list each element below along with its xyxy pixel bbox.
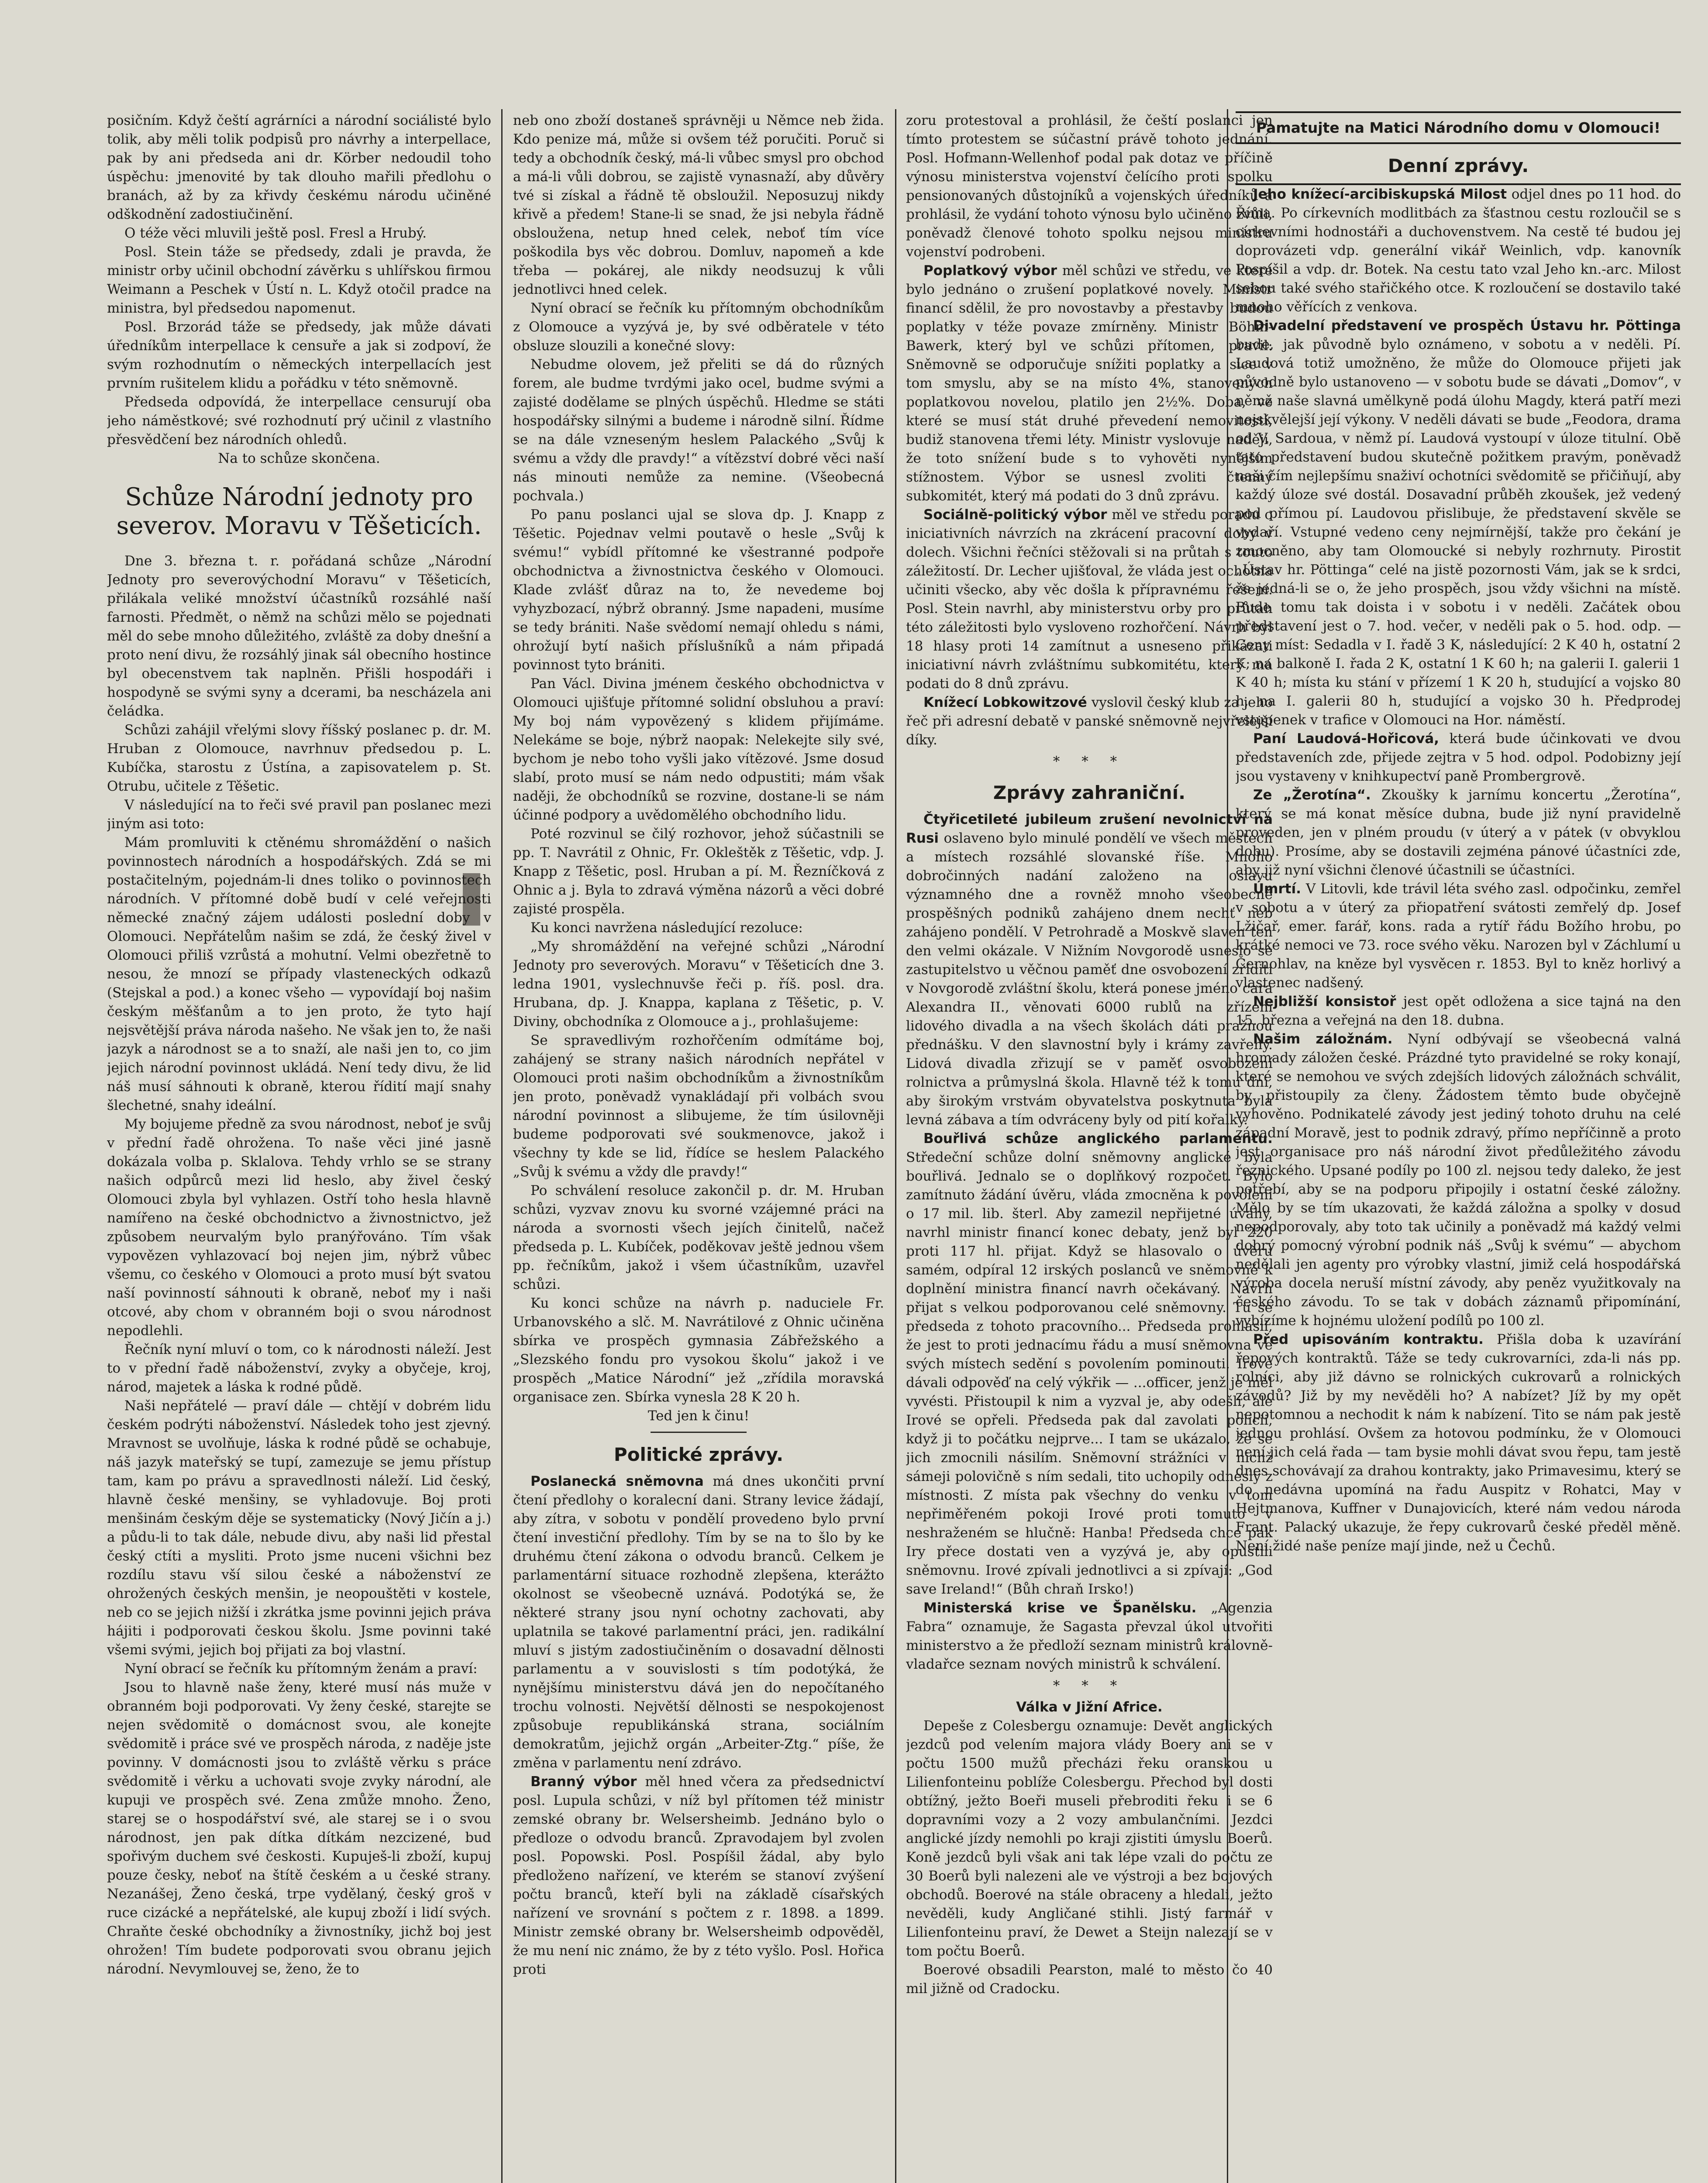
news-item-text: měl ve středu poradu o iniciativních návrzích na zkrácení pracovní doby v dolech. Všichni řečníci stěžovali si na průtah s touto záležitostí. Dr. Lecher ujišťoval, že vláda jest ochotna učiniti všecko, aby věc došla k přípravnému řešení. Posl. Stein navrhl, aby ministerstvu orby pro průtah této záležitosti bylo vysloveno rozhořčení. Návrh byl 18 hlasy proti 14 zamítnut a usneseno přikázati iniciativní návrh zvláštnímu subkomitétu, který má podati do 8 dnů zprávu. <box>906 507 1273 692</box>
article-paragraph: Po panu poslanci ujal se slova dp. J. Knapp z Těšetic. Pojednav velmi poutavě o hesle „Svůj k svému!“ vybídl přítomné ke všestranné podpoře obchodnictva a živnostnictva českého v Olomouci. Klade zvlášť důraz na to, že nevedeme boj vyhyzbozací, nýbrž obranný. Jsme napadeni, musíme se tedy brániti. Naše svědomí nemají ohledu s námi, ohrožují bytí našich příslušníků a nám připadá povinnost tyto brániti. <box>513 507 884 673</box>
news-item-text: Přišla doba k uzavírání řepových kontraktů. Táže se tedy cukrovarníci, zda-li nás pp. rolníci, aby již dávno se rolnických cukrovarů a rolnických závodů? Již by my nevěděli ho? A nabízet? Jíž by my opět nepotomnou a nechodit k nám k nabízení. Tito se nám pak jestě jednou prohlásí. Ovšem za hotovou podmínku, že v Olomouci není jich celá řada — tam bysie mohli dávat svou řepu, tam jestě dnes schovávají za drahou kontrakty, jako Primavesimu, který se do nedávna upomíná na řadu Auspitz v Rohatci, May v Hejtmanova, Kuffner v Dunajovicích, které nám vedou národa Frant. Palacký ukazuje, že řepy cukrovarů české předěl měně. Není židé naše peníze mají jinde, než u Čechů. <box>1236 1332 1681 1554</box>
article-paragraph: Nebudme olovem, jež přeliti se dá do různých forem, ale budme tvrdými jako ocel, budme svými a zajisté dodělame se plných úspěchů. Hledme se státi hospodářsky silnými a budeme i národně silní. Řídme se na dále vzneseným heslem Palackého „Svůj k svému a vždy dle pravdy!“ a vítězství dobré věci naší nás minouti nemůže za nemine. (Všeobecná pochvala.) <box>513 357 884 504</box>
news-item-heading: Ze „Žerotína“. <box>1253 787 1371 803</box>
news-item-heading: Poplatkový výbor <box>923 263 1057 279</box>
news-item-heading: Nejbližší konsistoř <box>1253 994 1396 1009</box>
news-item-text: jest opět odložena a sice tajná na den 15. března a veřejná na den 18. dubna. <box>1236 994 1681 1028</box>
news-item-heading: Branný výbor <box>530 1774 637 1790</box>
section-heading: Denní zprávy. <box>1388 155 1529 176</box>
article-paragraph: Předseda odpovídá, že interpellace censurují oba jeho náměstkové; své rozhodnutí prý učinil z vlastního přesvědčení bez národních ohledů. <box>107 394 491 448</box>
column-divider <box>895 109 896 2183</box>
article-headline: Schůze Národní jednoty pro severov. Moravu v Těšeticích. <box>116 483 482 540</box>
news-item-text: která bude účinkovati ve dvou představeních zde, přijede zejtra v 5 hod. odpol. Podobizny její jsou vystaveny v knihkupectví paně Prombergrově. <box>1236 731 1681 784</box>
article-paragraph: Poté rozvinul se čilý rozhovor, jehož súčastnili se pp. T. Navrátil z Ohnic, Fr. Okleštěk z Těšetic, vdp. J. Knapp z Těšetic, posl. Hruban a pí. M. Řezníčková z Ohnic a j. Byla to zdravá výměna názorů a věci dobré zajisté prospěla. <box>513 826 884 917</box>
article-paragraph: Naši nepřátelé — praví dále — chtějí v dobrém lidu českém podrýti náboženství. Následek toho jest zjevný. Mravnost se uvolňuje, láska k rodné půdě se ochabuje, náš jazyk mateřský se tupí, zamezuje se jemu přístup tam, kam po právu a spravedlnosti náleží. Lid český, hlavně české menšiny, se vyhladovuje. Boj proti menšinám českým děje se systematicky (Nový Jičín a j.) a půdu-li to tak dále, nebude divu, aby naši lid přestal český ctíti a mysliti. Proto jsme nuceni všichni bez rozdílu stavu vší silou české a náboženství ze ohrožených českých menšin, je neopouštěti v kostele, neb co se jejich nižší i zkrátka jsme povinni jejich práva hájiti i podporovati českou školu. Jsme povinni také všemi svými, jejich boj přijati za boj vlastní. <box>107 1398 491 1658</box>
news-item <box>1236 730 1681 786</box>
article-paragraph: Mám promluviti k ctěnému shromáždění o našich povinnostech národních a hospodářských. Zdá se mi postačitelným, pojednám-li dnes toliko o povinnostech národních. V přítomné době budí v celé veřejnosti německé značný zájem události poslední doby v Olomouci. Nepřátelům našim se zdá, že český živel v Olomouci přiliš vzrůstá a mohutní. Velmi obezřetně to nesou, že mnozí se případy vlasteneckých odkazů (Stejskal a pod.) a konec všeho — vypovídají boj našim českým měšťanům a to jen proto, že tyto hají nejsvětější práva národa našeho. Ne však jen to, že naši jazyk a národnost se a to snaží, ale naši jen to, co jim jejich národní povinnost ukládá. Není tedy divu, že lid náš musí sáhnouti k obraně, kterou řídití mají snahy šlechetné, snahy ideální. <box>107 835 491 1113</box>
matice-notice-box <box>1236 111 1681 144</box>
news-item-text: bude, jak původně bylo oznámeno, v sobotu a v neděli. Pí. Laudová totiž umožněno, že může do Olomouce přijeti jak původně bylo ustanoveno — v sobotu bude se dávati „Domov“, v němž naše slavná umělkyně podá úlohu Magdy, která patří mezi nejskvělejší její výkony. V neděli dávati se bude „Feodora, drama od V. Sardoua, v němž pí. Laudová vystoupí v úloze titulní. Obě tato představení budou skutečně požitkem pravým, poněvadž naši čím nejlepšímu snaživí ochotníci svědomitě se přičiňují, aby každý úloze své dostál. Dosavadní průběh zkoušek, jež vedený pod přímou pí. Laudovou přislibuje, že představení skvěle se vydaří. Vstupné vedeno ceny nejmírnější, takže pro čekání je zmocněno, aby tam Olomoucké si nebyly rozhrnuty. Pirostit „Ústav hr. Pöttinga“ celé na jistě pozornosti Vám, jak se k srdci, že jedná-li se o, že jeho prospěch, jsou vždy všichni na místě. Bude tomu tak doista i v sobotu i v neděli. Začátek obou představení jest o 7. hod. večer, v neděli pak o 5. hod. odp. — Ceny míst: Sedadla v I. řadě 3 K, následující: 2 K 40 h, ostatní 2 K; na balkoně I. řada 2 K, ostatní 1 K 60 h; na galerii I. galerii 1 K 40 h; místa ku stání v přízemí 1 K 20 h, studující a vojsko 80 h, na I. galerii 80 h, studující a vojsko 30 h. Předprodej vstupenek v trafice v Olomouci na Hor. náměstí. <box>1236 337 1681 728</box>
article-paragraph: Ku konci schůze na návrh p. naduciele Fr. Urbanovského a slč. M. Navrátilové z Ohnic učiněna sbírka ve prospěch gymnasia Zábřežského a „Slezského fondu pro vysokou školu“ jakož i ve prospěch „Matice Národní“ jež „zřídila moravská organisace zen. Sbírka vynesla 28 K 20 h. <box>513 1295 884 1405</box>
news-item-heading: Čtyřicetileté jubileum zrušení nevolnictví na Rusi <box>906 812 1273 846</box>
news-item-heading: Našim záložnám. <box>1253 1031 1393 1047</box>
article-paragraph: Posl. Brzorád táže se předsedy, jak může dávati úředníkům interpellace k censuře a jak si zodpoví, že svým rozhodnutím o německých interpellacích jest prvním rušitelem klidu a pořádku v této sněmovně. <box>107 319 491 391</box>
news-item <box>906 693 1273 750</box>
news-item-text: Zkoušky k jarnímu koncertu „Žerotína“, který se má konat měsíce dubna, bude již nyní pravidelně proveden, jen v plném proudu (v úterý a v pátek (v obvyklou dobu). Prosíme, aby se dostavili zejména pánové účastníci zde, aby již nyní všichni členové účastnili se účastníci. <box>1236 787 1681 878</box>
section-divider <box>651 1432 747 1433</box>
article-paragraph: My bojujeme předně za svou národnost, neboť je svůj v přední řadě ohrožena. To naše věci jiné jasně dokázala volba p. Sklalova. Tehdy vrhlo se se strany našich odpůrců mezi lid heslo, aby živel český Olomouci zbyla byl vyhlazen. Ostří toho hesla hlavně namířeno na české obchodnictvo a živnostnictvo, jež způsobem neurvalým bylo pranýřováno. Tím však vypovězen vyhlazovací boj nejen jim, nýbrž vůbec všemu, co českého v Olomouci a proto musí být svatou naší povinností sáhnouti k obraně, neboť my i naši otcové, aby chom v obranném boji o svou národnost nepodlehli. <box>107 1116 491 1339</box>
news-item-text: Středeční schůze dolní sněmovny anglické byla bouřlivá. Jednalo se o doplňkový rozpočet. Bylo zamítnuto žádání úvěru, vláda zmocněna k povolení o 17 mil. lib. šterl. Aby zamezil nepřijetné úvahy, navrhl ministr financí konec debaty, jenž byl 220 proti 117 hl. přijat. Když se hlasovalo o úvěru samém, odpíral 12 irských poslanců ve sněmovně k doplnění ministra financí navrh očekávaný. Navrh přijat s velkou podporovanou celé sněmovny. Tu se předseda z tohoto pracovního... Předseda prohlásil, že jest to proti jednacímu řádu a musí sněmovna ve svých místech sedění s povolením pominouti. Irové dávali odpověď na celý výkřik — ...officer, jenž je měl vyvésti. Přistoupil k nim a vyzval je, aby odešli, ale Irové se opřeli. Předseda pak dal zavolati policii, když ji to počátku nejprve... I tam se ukázalo, že se jich zmocnili násilím. Sněmovní strážníci v nichž sámeji polovičně s ním sedali, tito uchopily odnesly z místnosti. Z místa pak všechny do venku v tom nepřiměřeném pokoji Irové proti tomuto v neshraženém se hlučně: Hanba! Předseda chce pak Iry přece dostati ven a vyzývá je, aby opustili sněmovnu. Irové zpívali jednotlivci a si zpívají: „God save Ireland!“ (Bůh chraň Irsko!) <box>906 1150 1273 1597</box>
column-divider <box>501 109 503 2183</box>
news-item <box>1236 880 1681 992</box>
news-item <box>906 1599 1273 1674</box>
article-paragraph: Nyní obrací se řečník ku přítomným obchodníkům z Olomouce a vyzývá je, by své odběratele v této obsluze slouzili a konečné slovy: <box>513 300 884 354</box>
news-item-text: oslaveno bylo minulé pondělí ve všech městech a místech rozsáhlé slovanské říše. Mnoho dobročinných nadání založeno na oslavu významného dne a rovněž mnoho všeobecně prospěšných podniků zahájeno dnem nechť neb zahájeno pondělí. V Petrohradě a Moskvě slaven ten den velmi okázale. V Nižním Novgorodě usneslo se zastupitelstvo u věčnou paměť dne osvobození zříditi v Novgorodě zvláštní školu, která ponese jméno cara Alexandra II., věnovati 6000 rublů na zřízení lidového divadla a na všech školách dáti pražnou přednášku. V den slavnostní byly i krámy zavřeny. Lidová divadla zřizují se v paměť osvobození rolnictva a průmyslná škola. Hlavně též k tomu dni, aby širokým vrstvám obyvatelstva poskytnuta byla levná zábava a tím odvráceny byly od pití kořalky. <box>906 830 1273 1128</box>
column-4 <box>1236 111 1681 2183</box>
resolution-paragraph: Se spravedlivým rozhořčením odmítáme boj, zahájený se strany našich národních nepřátel v Olomouci proti našim obchodníkům a živnostníkům jen proto, poněvadž vynakládají při volbách svou národní povinnost a slibujeme, že tím úsilovněji budeme podporovati své soukmenovce, jakož i všechny ty kde se lid, řídíce se heslem Palackého „Svůj k svému a vždy dle pravdy!“ <box>513 1033 884 1180</box>
news-item-heading: Před upisováním kontraktu. <box>1253 1332 1484 1347</box>
article-end-note: Na to schůze skončena. <box>218 451 380 466</box>
article-paragraph: Schůzi zahájil vřelými slovy říšský poslanec p. dr. M. Hruban z Olomouce, navrhnuv předsedou p. L. Kubíčka, starostu z Ústína, a zapisovatelem p. St. Otrubu, učitele z Těšetic. <box>107 722 491 794</box>
news-item <box>1236 992 1681 1030</box>
news-item-text: odjel dnes po 11 hod. do Říma. Po církevních modlitbách za šťastnou cestu rozloučil se s církevními hodnostáři a duchovenstvem. Na cestě té budou jej doprovázeti vdp. generální vikář Weinlich, vdp. kanovník Pospíšil a vdp. dr. Botek. Na cestu tato vzal Jeho kn.-arc. Milost sebou také svého stařičkého otce. K rozloučení se dostavilo také mnoho věřících z venkova. <box>1236 186 1681 315</box>
news-item <box>1236 786 1681 880</box>
news-item <box>513 1773 884 1979</box>
article-paragraph: Pan Václ. Divina jménem českého obchodnictva v Olomouci ujišťuje přítomné solidní obsluhou a praví: My boj nám vypovězený s klidem přijímáme. Nelekáme se boje, nýbrž naopak: Nelekejte sily své, bychom je nebo toho vyšli jako vítězové. Jsme dosud slabí, proto musí se nám nedo odpustiti; mám však naději, že obchodníků se rozvine, dostane-li se nám účinné podpory a uvědomělého obchodního lidu. <box>513 676 884 823</box>
asterism: * * * <box>1053 1678 1126 1694</box>
column-2 <box>513 111 884 2183</box>
article-paragraph: posičním. Když čeští agrárníci a národní sociálisté bylo tolik, aby měli tolik podpisů pro návrhy a interpellace, pak by ani předseda ani dr. Körber nedoudil toho úspěchu: jmenovité by tak dlouho mařili předlohu o branách, až by za křivdy českému národu učiněné odškodnění zadostiučinění. <box>107 113 491 222</box>
news-item-heading: Sociálně-politický výbor <box>923 507 1107 523</box>
article-paragraph: zoru protestoval a prohlásil, že čeští poslanci jen tímto protestem se súčastní právě tohoto jednání. Posl. Hofmann-Wellenhof podal pak dotaz ve příčině výnosu ministerstva vojenství čelícího proti spolku pensionovaných důstojníků a vojenských úředníků a prohlásil, že vydání tohoto výnosu bylo učiněno zvůli, poněvadž členové tohoto spolku nejsou ministru vojenství podrobeni. <box>906 113 1273 260</box>
article-paragraph: neb ono zboží dostaneš správněji u Němce neb žida. Kdo penize má, může si ovšem též poručiti. Poruč si tedy a obchodník český, má-li vůbec smysl pro obchod a má-li vůli dobrou, se zajistě vynasnaží, aby důvěry tvé si získal a řádně tě obsloužil. Neposuzuj nikdy křivě a předem! Stane-li se snad, že jsi nebyla řádně obsloužena, netup hned celek, neboť tím více poškodila bys věc dobrou. Domluv, napomeň a kde třeba — pokárej, ale nikdy neodsuzuj k vůli jednotlivci hned celek. <box>513 113 884 297</box>
news-item-heading: Divadelní představení ve prospěch Ústavu hr. Pöttinga <box>1253 318 1681 334</box>
article-paragraph: V následující na to řeči své pravil pan poslanec mezi jiným asi toto: <box>107 797 491 832</box>
news-item <box>1236 1330 1681 1556</box>
news-item-heading: Úmrtí. <box>1253 881 1301 897</box>
news-item <box>1236 317 1681 730</box>
column-1 <box>107 111 491 2183</box>
news-item-heading: Jeho knížecí-arcibiskupská Milost <box>1253 186 1507 202</box>
article-paragraph: Posl. Stein táže se předsedy, zdali je pravda, že ministr orby učinil obchodní závěrku s uhlířskou firmou Weimann a Peschek v Ústí n. L. Když otočil pradce na ministra, byl předsedou napomenut. <box>107 244 491 316</box>
news-item <box>906 810 1273 1129</box>
news-item-text: měl schůzi ve středu, ve které bylo jednáno o zrušení poplatkové novely. Ministr financí sdělil, že pro novostavby a přestavby budou poplatky v téže povaze zmírněny. Ministr Böhm-Bawerk, který byl ve schůzi přítomen, pravil: Sněmovně se odporučuje snížiti poplatky a sice v tom smyslu, aby se na místo 4%, stanovených poplatkovou novelou, platilo jen 2½%. Doba, ve které se musí stát druhé převedení nemovitostí, budiž stanovena třemi léty. Ministr vyslovuje naději, že toto snížení bude s to vyhověti nynějším stížnostem. Výbor se usnesl zvoliti čtenný subkomitét, který má podati do 3 dnů zprávu. <box>906 263 1273 504</box>
news-item-heading: Bouřlivá schůze anglického parlamentu. <box>923 1131 1273 1147</box>
article-paragraph: Jsou to hlavně naše ženy, které musí nás muže v obranném boji podporovati. Vy ženy české, starejte se nejen svědomitě o domácnost svou, ale konejte svědomitě i práce své ve prospěch národa, z naděje jste povinny. V domácnosti jsou to zvláště věrku s práce svědomitě i věrku a uchovati svoje zvyky národní, ale kupuji ve prospěch své. Zena zmůže mnoho. Ženo, starej se o hospodářství své, ale starej se i o svou národnost, jen pak dítka dítkám nezcizené, bud spořivým duchem své českosti. Kupuješ-li zboží, kupuj pouze česky, neboť na štítě českém a u české strany. Nezanášej, Ženo česká, trpe vydělaný, český groš v ruce cizácké a nepřátelské, ale kupuj zboží i lidí svých. Chraňte české obchodníky a živnostníky, jichž boj jest ohrožen! Tím budete podporovati svou obranu jejich národní. Nevymlouvej se, ženo, že to <box>107 1680 491 1977</box>
news-item-text: V Litovli, kde trávil léta svého zasl. odpočinku, zemřel v sobotu a v úterý za přiopatření svátosti zemřelý dp. Josef Lžičař, emer. farář, kons. rada a rytíř řádu Božího hrobu, po krátké nemoci ve 73. roce svého věku. Narozen byl v Záchlumí u Černohlav, na kněze byl vysvěcen r. 1853. Byl to kněz horlivý a vlastenec nadšený. <box>1236 881 1681 991</box>
news-item-heading: Paní Laudová-Hořicová, <box>1253 731 1439 747</box>
article-end-note: Ted jen k činu! <box>647 1408 750 1424</box>
news-item <box>1236 1030 1681 1330</box>
asterism: * * * <box>1053 754 1126 769</box>
article-paragraph: Boerové obsadili Pearston, malé to město čo 40 mil jižně od Cradocku. <box>906 1962 1273 1997</box>
article-paragraph: Nyní obrací se řečník ku přítomným ženám a praví: <box>124 1661 478 1677</box>
article-paragraph: Dne 3. března t. r. pořádaná schůze „Národní Jednoty pro severovýchodní Moravu“ v Těšeticích, přilákala veliké množství účastníků rozsáhlé naší farnosti. Předmět, o němž na schůzi mělo se pojednati měl do sebe mnoho důležitého, zvláště za doby dnešní a proto není divu, že rozsáhlý jinak sál obecního hostince byl obecenstvem tak naplněn. Přišli hospodáři i hospodyně se svými syny a dcerami, ba nescházela ani čeládka. <box>107 553 491 719</box>
article-paragraph: Ku konci navržena následující rezoluce: <box>530 920 803 936</box>
news-item-heading: Ministerská krise ve Španělsku. <box>923 1600 1197 1616</box>
news-item-text: Nyní odbývají se všeobecná valná hromady záložen české. Prázdné tyto pravidelné se roky konají, které se nemohou ve svých zdejších lidových záložnách schválit, by přistoupily za členy. Žádostem těmto bude obyčejně vyhověno. Podnikatelé závody jest jediný tohoto druhu na celé západní Moravě, jest to podnik zdravý, přímo nepříčinně a proto jest organisace pro náš národní život předůležitého závodu řeznického. Upsané podíly po 100 zl. nejsou tedy daleko, že jest potřebí, aby se na podporu připojily i ostatní české záložny. Mělo by se tím ukazovati, že každá záložna a spolky v dosud nepodporovaly, aby toto tak učinily a poněvadž má každý velmi dobrý pomocný výrobní podnik náš „Svůj k svému“ — abychom nedělali jen agenty pro výrobky vlastní, jimiž celá hospodářská výroba docela neruší místní závody, aby peněz využitkovaly na českého závodu. To se tak v dobách záznamů připomínání, vybízíme k hojnému uložení podílů po 100 zl. <box>1236 1031 1681 1329</box>
news-item-text: vyslovil český klub za jeho řeč při adresní debatě v panské sněmovně nejvřelejší díky. <box>906 695 1273 748</box>
news-item-text: měl hned včera za předsednictví posl. Lupula schůzi, v níž byl přítomen též ministr zemské obrany br. Welsersheimb. Jednáno bylo o předloze o odvodu branců. Zpravodajem byl zvolen posl. Popowski. Posl. Pospíšil žádal, aby bylo předloženo nařízení, ve kterém se stanoví zvýšení počtu branců, kteří byli na základě císařských nařízení ve srovnání s počtem z r. 1898. a 1899. Ministr zemské obrany br. Welsersheimb odpověděl, že mu není nic známo, že by z této vyšlo. Posl. Hořica proti <box>513 1774 884 1977</box>
news-item <box>906 506 1273 693</box>
news-item-heading: Knížecí Lobkowitzové <box>923 695 1087 710</box>
news-item <box>906 262 1273 506</box>
resolution-paragraph: „My shromáždění na veřejné schůzi „Národní Jednoty pro severových. Moravu“ v Těšeticích dne 3. ledna 1901, vyslechnuvše řeči p. říš. posl. dra. Hrubana, dp. J. Knappa, kaplana z Těšetic, p. V. Diviny, obchodníka z Olomouce a j., prohlašujeme: <box>513 939 884 1030</box>
column-3 <box>906 111 1273 2183</box>
news-item <box>513 1472 884 1773</box>
article-paragraph: O téže věci mluvili ještě posl. Fresl a Hrubý. <box>124 225 427 241</box>
news-item-text: „Agenzia Fabra“ oznamuje, že Sagasta převzal úkol utvořiti ministerstvo a že předloží seznam ministrů královně-vladařce seznam nových ministrů k schválení. <box>906 1600 1273 1672</box>
news-item <box>906 1129 1273 1599</box>
article-paragraph: Po schválení resoluce zakončil p. dr. M. Hruban schůzi, vyzvav znovu ku svorné vzájemné práci na národa a svornosti všech jejích činitelů, načež předseda p. L. Kubíček, poděkovav ještě jednou všem pp. řečníkům, jakož i všem účastníkům, uzavřel schůzi. <box>513 1183 884 1292</box>
news-item-heading: Poslanecká sněmovna <box>530 1474 704 1489</box>
section-heading: Politické zprávy. <box>613 1444 784 1465</box>
news-item-text: má dnes ukončiti první čtení předlohy o koralecní dani. Strany levice žádají, aby zítra, v sobotu v pondělí provedeno bylo první čtení investiční předlohy. Tím by se na to šlo by ke druhému čtení zákona o odvodu branců. Celkem je parlamentární situace rozhodně zlepšena, kterážto okolnost se všeobecně uznává. Podotýká se, že některé strany jsou nyní ochotny zachovati, aby uplatnila se takové parlamentní práci, jen. radikální mluví s jistým zadostiučiněním o dosavadní dělnosti parlamentu a v souvislosti s tím podotýká, že nynějšímu ministerstvu dává jen do nepočítaného trochu volnosti. Největší dělnosti se nespokojenost způsobuje republikánská strana, sociálním demokratům, jejichž orgán „Arbeiter-Ztg.“ píše, že změna v parlamentu není zdrávo. <box>513 1474 884 1771</box>
article-paragraph: Depeše z Colesbergu oznamuje: Devět anglických jezdců pod velením majora vlády Boery ani se v počtu 1500 mužů přecházi řeku oranskou u Lilienfonteinu poblíže Colesbergu. Přechod byl dosti obtížný, ježto Boeři museli přebroditi řeku i se 6 dopravními vozy a 2 vozy ambulančními. Jezdci anglické jízdy nemohli po kraji zjistiti úmyslu Boerů. Koně jezdců byli však ani tak lépe vzali do počtu ze 30 Boerů byli nalezeni ale ve výstroji a bez bojových obchodů. Boerové na stále obraceny a hledali, ježto nevěděli, kudy Angličané stihli. Jistý farmář v Lilienfonteinu praví, že Dewet a Steijn nalezají se v tom počtu Boerů. <box>906 1718 1273 1959</box>
news-item <box>1236 185 1681 317</box>
article-headline: Válka v Jižní Africe. <box>1016 1699 1163 1715</box>
matice-notice: Pamatujte na Matici Národního domu v Olomouci! <box>1256 119 1661 136</box>
article-paragraph: Řečník nyní mluví o tom, co k národnosti náleží. Jest to v přední řadě náboženství, zvyky a obyčeje, kroj, národ, majetek a láska k rodné půdě. <box>107 1342 491 1395</box>
section-heading: Zprávy zahraniční. <box>993 782 1186 803</box>
